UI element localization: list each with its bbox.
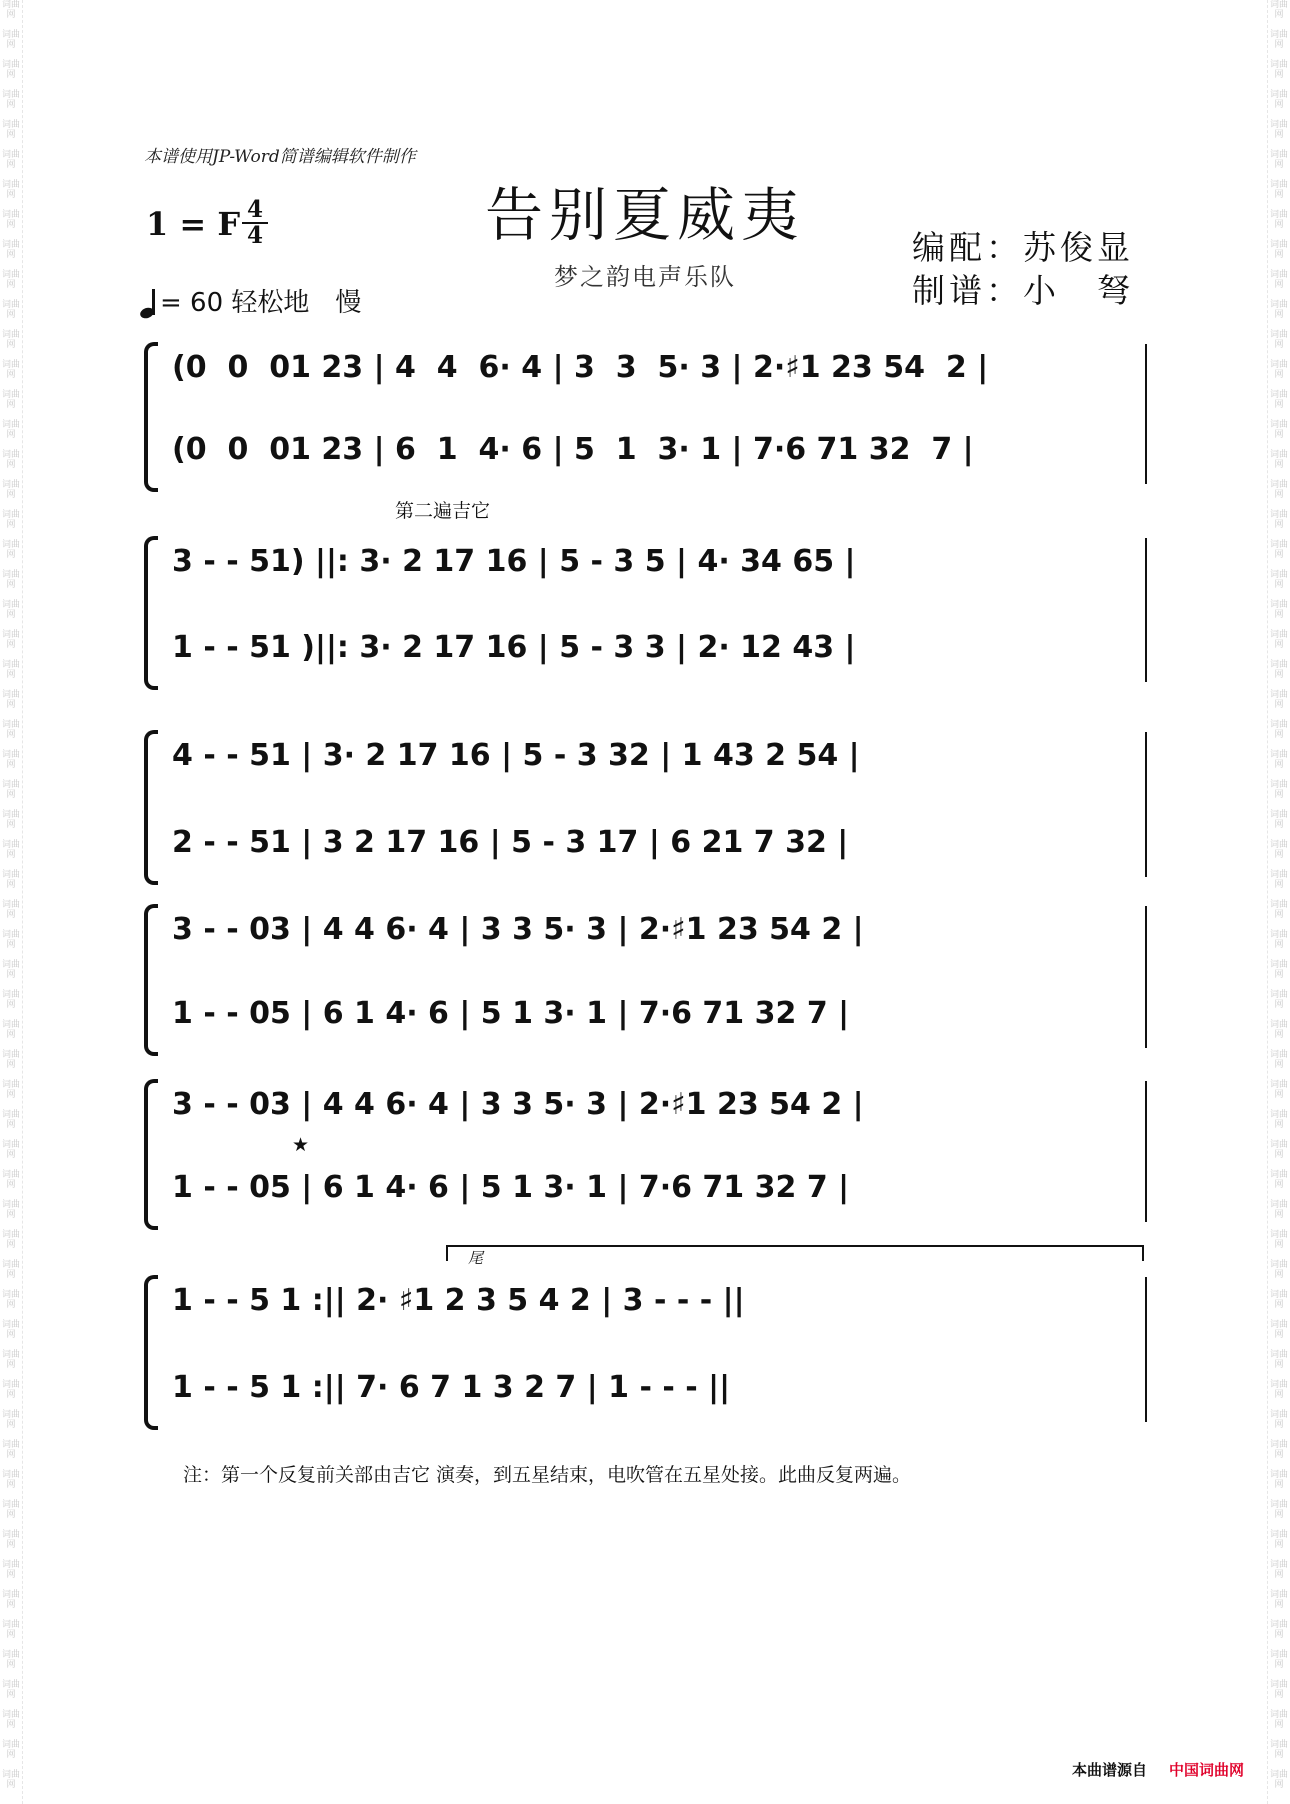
system-brace (144, 536, 158, 690)
system-end-barline (1145, 906, 1147, 1048)
ending-bracket (446, 1245, 1144, 1261)
lower-voice-line: (0 0 01 23 | 6 1 4· 6 | 5 1 3· 1 | 7·6 71 32 7 | (172, 432, 974, 467)
time-signature (240, 198, 270, 248)
system-end-barline (1145, 344, 1147, 484)
system-brace (144, 1079, 158, 1230)
ending-label: 尾 (468, 1249, 484, 1267)
system-end-barline (1145, 1277, 1147, 1422)
lower-voice-line: 1 - - 05 | 6 1 4· 6 | 5 1 3· 1 | 7·6 71 32 7 | (172, 996, 850, 1031)
upper-voice-line: 4 - - 51 | 3· 2 17 16 | 5 - 3 32 | 1 43 2 54 | (172, 738, 860, 773)
source-label: 本曲谱源自 (1071, 1761, 1147, 1779)
section-label: 第二遍吉它 (395, 500, 491, 522)
system-brace (144, 1275, 158, 1430)
arranger-credit: 编配：苏俊显 (912, 228, 1134, 267)
system-end-barline (1145, 538, 1147, 682)
footer-source (1072, 1759, 1244, 1780)
song-title: 告别夏威夷 (484, 181, 805, 249)
upper-voice-line: 1 - - 5 1 :|| 2· ♯1 2 3 5 4 2 | 3 - - - || (172, 1283, 745, 1318)
software-credit: 本谱使用JP-Word简谱编辑软件制作 (144, 147, 416, 167)
right-watermark-strip: 词曲网 词曲网 词曲网 词曲网 词曲网 词曲网 词曲网 词曲网 词曲网 词曲网 词曲网 词曲网 词曲网 词曲网 词曲网 词曲网 词曲网 词曲网 词曲网 词曲网 词曲网 词曲网 词曲网 词曲网 词曲网 词曲网 词曲网 词曲网 词曲网 词曲网 词曲网 词曲网 词曲网 词曲网 词曲网 词曲网 词曲网 词曲网 词曲网 词曲网 词曲网 词曲网 词曲网 词曲网 词曲网 词曲网 词曲网 词曲网 词曲网 词曲网 词曲网 词曲网 词曲网 词曲网 词曲网 词曲网 词曲网 词曲网 词曲网 词曲网 (1267, 0, 1290, 1804)
quarter-note-icon (140, 289, 160, 319)
system-end-barline (1145, 1081, 1147, 1222)
upper-voice-line: 3 - - 51) ||: 3· 2 17 16 | 5 - 3 5 | 4· 34 65 | (172, 544, 856, 579)
lower-voice-line: 1 - - 51 )||: 3· 2 17 16 | 5 - 3 3 | 2· 12 43 | (172, 630, 856, 665)
tempo-marking (140, 282, 361, 319)
upper-voice-line: (0 0 01 23 | 4 4 6· 4 | 3 3 5· 3 | 2·♯1 23 54 2 | (172, 350, 989, 385)
left-watermark-strip: 词曲网 词曲网 词曲网 词曲网 词曲网 词曲网 词曲网 词曲网 词曲网 词曲网 词曲网 词曲网 词曲网 词曲网 词曲网 词曲网 词曲网 词曲网 词曲网 词曲网 词曲网 词曲网 词曲网 词曲网 词曲网 词曲网 词曲网 词曲网 词曲网 词曲网 词曲网 词曲网 词曲网 词曲网 词曲网 词曲网 词曲网 词曲网 词曲网 词曲网 词曲网 词曲网 词曲网 词曲网 词曲网 词曲网 词曲网 词曲网 词曲网 词曲网 词曲网 词曲网 词曲网 词曲网 词曲网 词曲网 词曲网 词曲网 词曲网 词曲网 (0, 0, 23, 1804)
time-signature-bottom: 4 (246, 222, 263, 249)
star-marker: ★ (292, 1134, 310, 1156)
upper-voice-line: 3 - - 03 | 4 4 6· 4 | 3 3 5· 3 | 2·♯1 23 54 2 | (172, 912, 864, 947)
lower-voice-line: 2 - - 51 | 3 2 17 16 | 5 - 3 17 | 6 21 7 32 | (172, 825, 849, 860)
performance-note: 注：第一个反复前关部由吉它 演奏，到五星结束，电吹管在五星处接。此曲反复两遍。 (183, 1464, 912, 1486)
source-brand: 中国词曲网 (1168, 1761, 1244, 1779)
lower-voice-line: 1 - - 5 1 :|| 7· 6 7 1 3 2 7 | 1 - - - || (172, 1370, 731, 1405)
system-brace (144, 342, 158, 492)
performer: 梦之韵电声乐队 (554, 263, 736, 291)
upper-voice-line: 3 - - 03 | 4 4 6· 4 | 3 3 5· 3 | 2·♯1 23 54 2 | (172, 1087, 864, 1122)
key-signature: 1 = F (146, 205, 241, 243)
transcriber-credit: 制谱：小 弩 (912, 271, 1134, 310)
system-end-barline (1145, 732, 1147, 877)
system-brace (144, 904, 158, 1056)
system-brace (144, 730, 158, 885)
time-signature-top: 4 (246, 196, 263, 223)
lower-voice-line: 1 - - 05 | 6 1 4· 6 | 5 1 3· 1 | 7·6 71 32 7 | (172, 1170, 850, 1205)
tempo-text: = 60 轻松地 慢 (160, 288, 362, 318)
